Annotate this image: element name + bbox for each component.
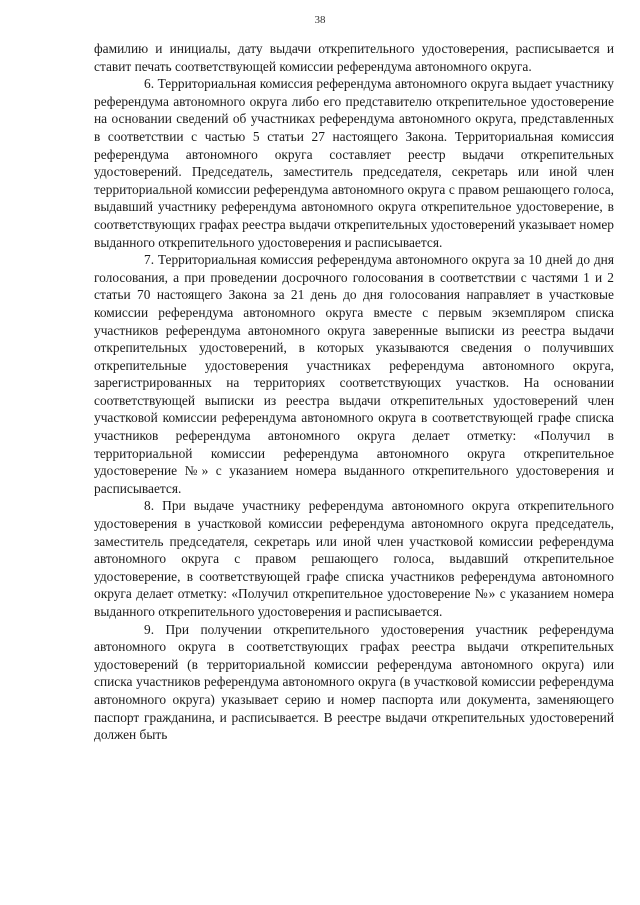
paragraph-item-8: 8. При выдаче участнику референдума автономного округа открепительного удостоверения в участковой комиссии референдума автономного округа председатель, заместитель председателя, секретарь или иной член участковой комиссии референдума автономного округа с правом решающего голоса, выдавший открепительное удостоверение, в соответствующей графе списка участников референдума автономного округа делает отметку: «Получил открепительное удостоверение №» с указанием номера выданного открепительного удостоверения и расписывается. (94, 498, 614, 619)
page-number: 38 (314, 14, 326, 26)
paragraph-continuation: фамилию и инициалы, дату выдачи открепительного удостоверения, расписывается и ставит печать соответствующей комиссии референдума автономного округа. (94, 41, 614, 74)
document-body (94, 40, 614, 744)
paragraph-item-6: 6. Территориальная комиссия референдума автономного округа выдает участнику референдума автономного округа либо его представителю открепительное удостоверение на основании сведений об участниках референдума автономного округа, представленных в соответствии с частью 5 статьи 27 настоящего Закона. Территориальная комиссия референдума автономного округа составляет реестр выдачи открепительных удостоверений. Председатель, заместитель председателя, секретарь или иной член территориальной комиссии референдума автономного округа с правом решающего голоса, выдавший участнику референдума автономного округа открепительное удостоверение, в соответствующих графах реестра выдачи открепительных удостоверений указывает номер выданного открепительного удостоверения и расписывается. (94, 76, 614, 250)
paragraph-item-9: 9. При получении открепительного удостоверения участник референдума автономного округа в соответствующих графах реестра выдачи открепительных удостоверений (в территориальной комиссии референдума автономного округа) или списка участников референдума автономного округа (в участковой комиссии референдума автономного округа) указывает серию и номер паспорта или документа, заменяющего паспорт гражданина, и расписывается. В реестре выдачи открепительных удостоверений должен быть (94, 621, 614, 743)
paragraph-item-7: 7. Территориальная комиссия референдума автономного округа за 10 дней до дня голосования, а при проведении досрочного голосования в соответствии с частями 1 и 2 статьи 70 настоящего Закона за 21 день до дня голосования направляет в участковые комиссии референдума автономного округа вместе с первым экземпляром списка участников референдума автономного округа заверенные выписки из реестра выдачи открепительных удостоверений, в которых указываются сведения о получивших открепительные удостоверения участниках референдума автономного округа, зарегистрированных на территориях соответствующих участков. На основании соответствующей выписки из реестра выдачи открепительных удостоверений член участковой комиссии референдума автономного округа в соответствующей графе списка участников референдума автономного округа делает отметку: «Получил в территориальной комиссии референдума автономного округа открепительное удостоверение №» с указанием номера выданного открепительного удостоверения и расписывается. (94, 252, 614, 496)
